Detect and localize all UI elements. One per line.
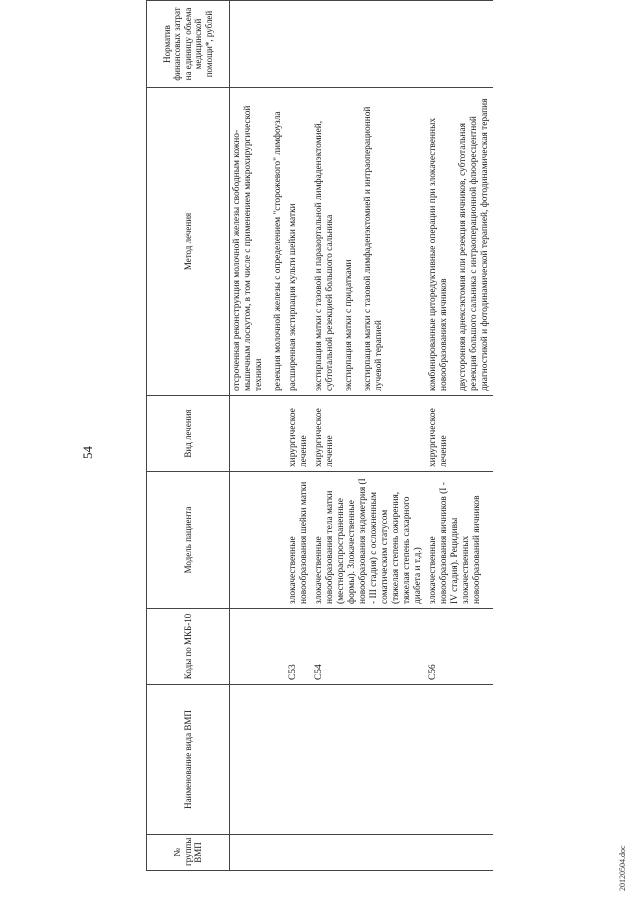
table-header-row (147, 1, 230, 871)
icd-code-cell (230, 609, 287, 685)
table-row (312, 1, 426, 871)
method-item: расширенная экстирпация культи шейки матки (288, 203, 298, 391)
table-row (286, 1, 312, 871)
header-icd-codes: Коды по МКБ-10 (147, 609, 230, 685)
method-item: двусторонняя аднексэктомия или резекция яичников, субтотальная резекция большого сальника с интраоперационной флюоресцентной диагностикой и фотодинамической терапией, фотодинамическая терапия (458, 98, 490, 391)
method-item: отсроченная реконструкция молочной железы свободным кожно-мышечным лоскутом, в том числе с применением микрохирургической техники (232, 105, 264, 391)
icd-code-cell: C54 (312, 609, 426, 685)
treatment-type-cell: хирургическое лечение (286, 396, 312, 472)
treatment-type-cell: хирургическое лечение (426, 396, 493, 472)
treatment-method-cell (426, 88, 493, 396)
treatment-type-cell (230, 396, 287, 472)
method-item: экстирпация матки с придатками (344, 259, 354, 391)
patient-model-cell: злокачественные новообразования шейки матки (286, 472, 312, 609)
table-row (230, 1, 287, 871)
patient-model-cell: злокачественные новообразования тела матки (местнораспространенные формы). Злокачественные новообразования эндометрия (I - III стадия) с осложненным соматическим статусом (тяжелая степень ожирения, тяжелая степень сахарного диабета и т.д.) (312, 472, 426, 609)
table-row (426, 1, 493, 871)
method-item: экстирпация матки с тазовой и парааортальной лимфаденэктомией, субтотальной резекцией большого сальника (314, 120, 335, 391)
header-norm: Норматив финансовых затрат на единицу объема медицинской помощи*, рублей (147, 1, 230, 88)
method-item: экстирпация матки с тазовой лимфаденэктомией и интраоперационной лучевой терапией (363, 106, 384, 391)
method-item: комбинированные циторедуктивные операции при злокачественных новообразованиях яичников (428, 117, 449, 391)
header-group-no: № группы ВМП (147, 835, 230, 871)
treatment-method-cell (286, 88, 312, 396)
icd-code-cell: C56 (426, 609, 493, 685)
header-treatment-method: Метод лечения (147, 88, 230, 396)
page-number: 54 (80, 446, 95, 459)
header-patient-model: Модель пациента (147, 472, 230, 609)
treatment-method-cell (230, 88, 287, 396)
header-treatment-type: Вид лечения (147, 396, 230, 472)
footer-filename: 20120504.doc (618, 845, 627, 891)
treatment-method-cell (312, 88, 426, 396)
method-item: резекция молочной железы с определением "сторожевого" лимфоузла (273, 111, 283, 391)
icd-code-cell: C53 (286, 609, 312, 685)
vmp-table (146, 0, 493, 871)
patient-model-cell: злокачественные новообразования яичников (I - IV стадия). Рецидивы злокачественных новообразований яичников (426, 472, 493, 609)
header-vmp-name: Наименование вида ВМП (147, 685, 230, 835)
patient-model-cell (230, 472, 287, 609)
treatment-type-cell: хирургическое лечение (312, 396, 426, 472)
